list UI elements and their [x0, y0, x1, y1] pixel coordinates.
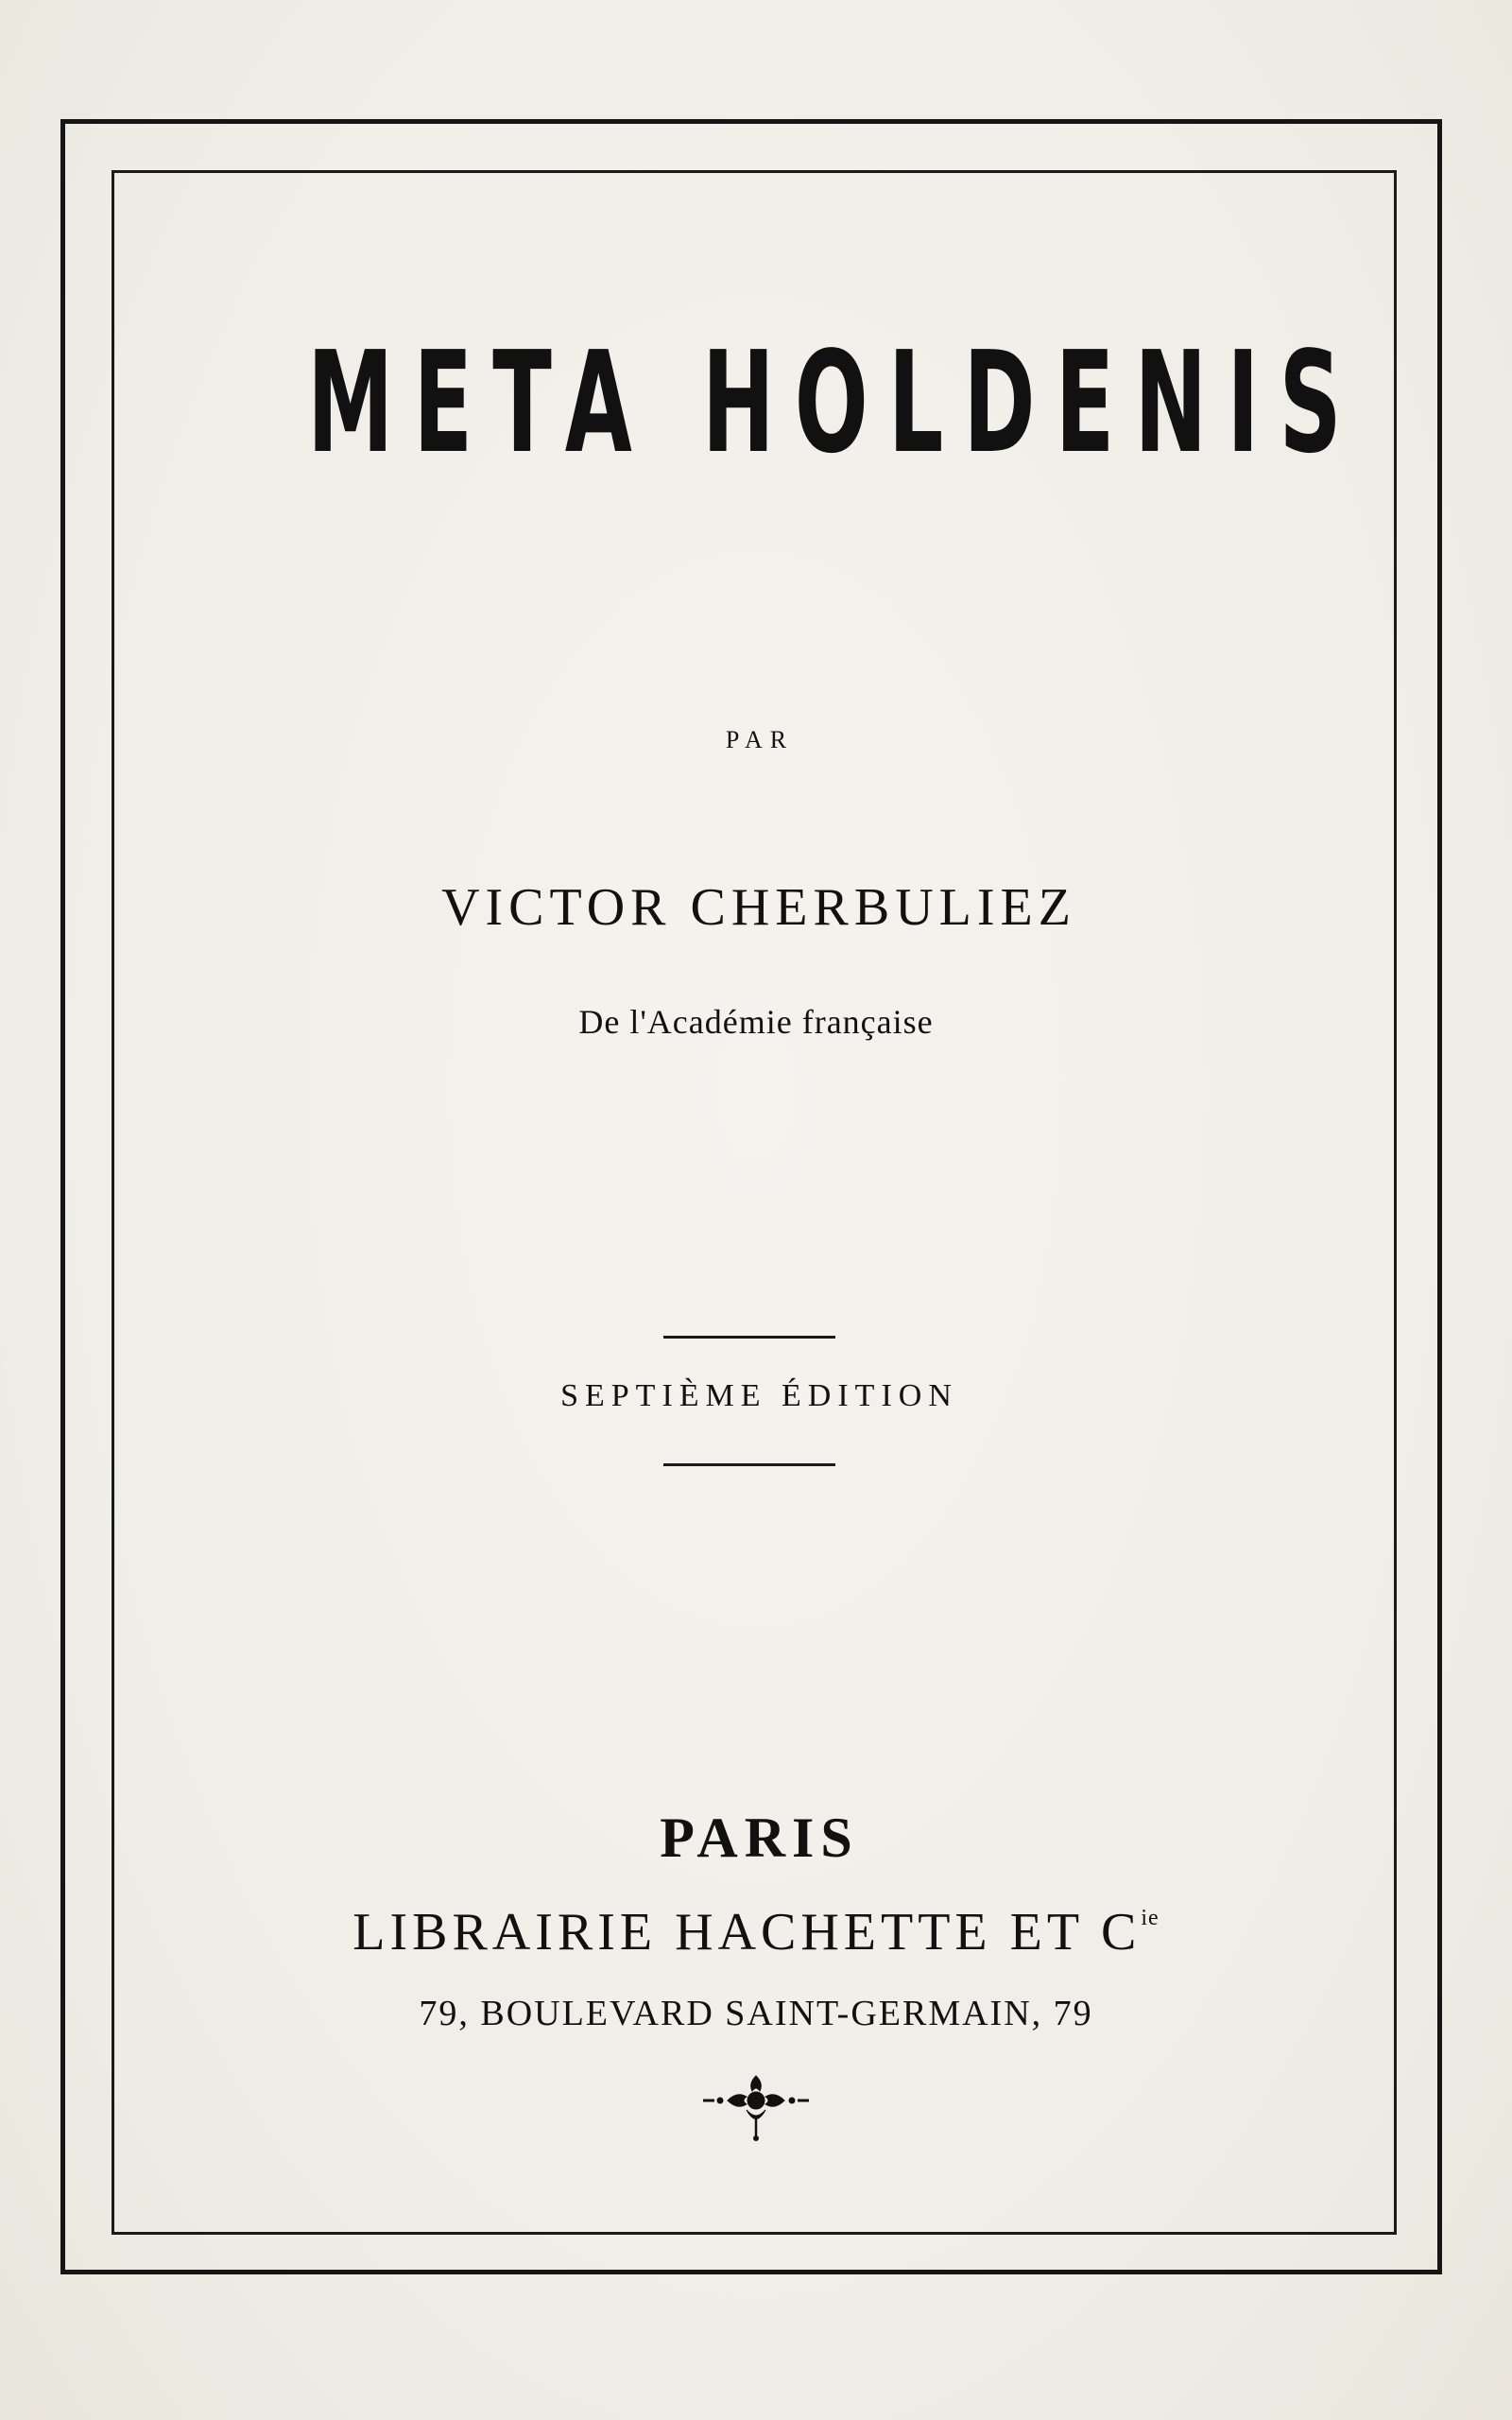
publisher-main-text: LIBRAIRIE HACHETTE ET C [352, 1903, 1142, 1962]
publisher-name [0, 1902, 1512, 1962]
author-affiliation: De l'Académie française [578, 1003, 934, 1041]
edition-rule-top [663, 1336, 835, 1339]
publisher-superscript: ie [1141, 1906, 1160, 1930]
edition-rule-bottom [663, 1463, 835, 1466]
author-name: VICTOR CHERBULIEZ [441, 878, 1076, 937]
by-label: PAR [725, 726, 795, 753]
publisher-address: 79, BOULEVARD SAINT-GERMAIN, 79 [419, 1994, 1093, 2033]
floral-fleuron-icon [699, 2068, 813, 2144]
publication-city: PARIS [660, 1806, 859, 1869]
book-title: META HOLDENIS [307, 321, 1362, 484]
edition-label: SEPTIÈME ÉDITION [560, 1378, 958, 1413]
